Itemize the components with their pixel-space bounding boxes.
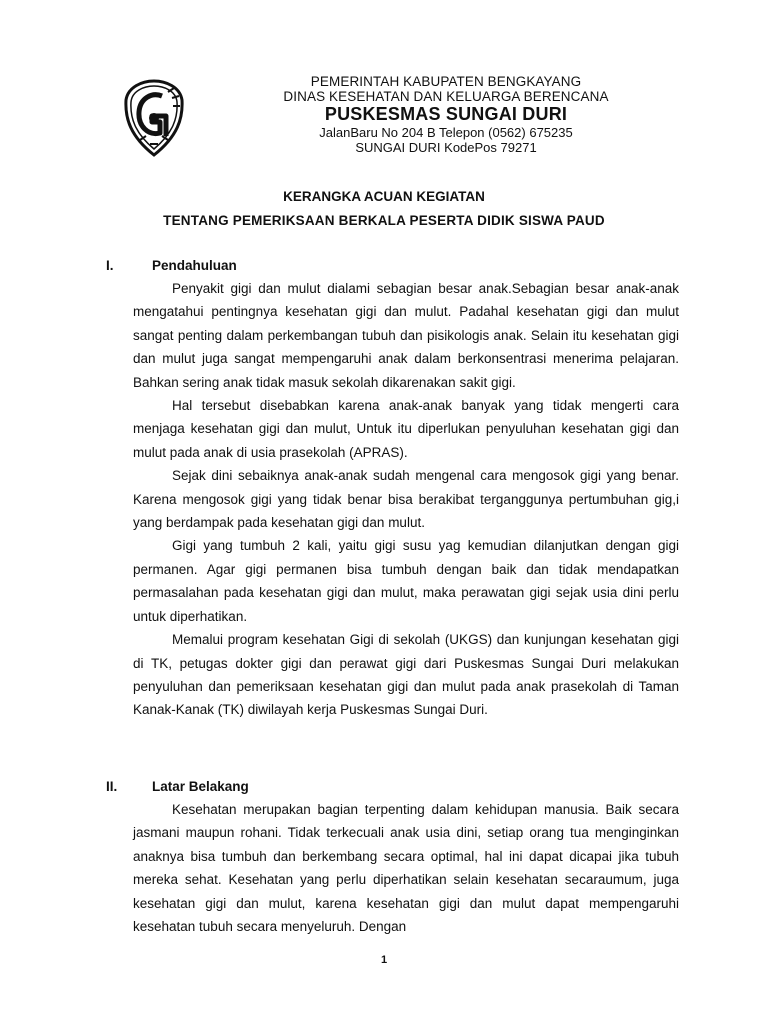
paragraph: Memalui program kesehatan Gigi di sekolah (UKGS) dan kunjungan kesehatan gigi di TK, petugas dokter gigi dan perawat gigi dari Puskesmas Sungai Duri melakukan penyuluhan dan pemeriksaan kesehatan gigi dan mulut pada anak prasekolah di Taman Kanak-Kanak (TK) diwilayah kerja Puskesmas Sungai Duri. <box>133 632 679 718</box>
district-emblem-logo <box>122 78 186 158</box>
section-number: II. <box>106 779 118 794</box>
section-body <box>133 277 679 722</box>
section-heading: Latar Belakang <box>152 779 249 794</box>
paragraph: Sejak dini sebaiknya anak-anak sudah mengenal cara mengosok gigi yang benar. Karena mengosok gigi yang tidak benar bisa berakibat terganggunya pertumbuhan gig,i yang berdampak pada kesehatan gigi dan mulut. <box>133 468 679 531</box>
section-number: I. <box>106 258 114 273</box>
document-subtitle: TENTANG PEMERIKSAAN BERKALA PESERTA DIDIK SISWA PAUD <box>163 213 605 228</box>
paragraph: Gigi yang tumbuh 2 kali, yaitu gigi susu yag kemudian dilanjutkan dengan gigi permanen. Agar gigi permanen bisa tumbuh dengan baik dan tidak mendapatkan permasalahan pada kesehatan gigi dan mulut, maka perawatan gigi sejak usia dini perlu untuk diperhatikan. <box>133 538 679 624</box>
letterhead-postal: SUNGAI DURI KodePos 79271 <box>355 140 537 155</box>
paragraph: Hal tersebut disebabkan karena anak-anak banyak yang tidak mengerti cara menjaga kesehatan gigi dan mulut, Untuk itu diperlukan penyuluhan kesehatan gigi dan mulut pada anak di usia prasekolah (APRAS). <box>133 398 679 460</box>
paragraph: Penyakit gigi dan mulut dialami sebagian besar anak.Sebagian besar anak-anak mengatahui pentingnya kesehatan gigi dan mulut. Padahal kesehatan gigi dan mulut sangat penting dalam perkembangan tubuh dan pisikologis anak. Selain itu kesehatan gigi dan mulut juga sangat mempengaruhi anak dalam berkonsentrasi menerima pelajaran. Bahkan sering anak tidak masuk sekolah dikarenakan sakit gigi. <box>133 281 679 390</box>
page-number: 1 <box>380 954 388 966</box>
section-heading: Pendahuluan <box>152 258 237 273</box>
letterhead-institution: PUSKESMAS SUNGAI DURI <box>324 104 568 124</box>
letterhead-address: JalanBaru No 204 B Telepon (0562) 675235 <box>319 125 573 140</box>
section-body <box>133 798 679 938</box>
document-title: KERANGKA ACUAN KEGIATAN <box>283 189 485 204</box>
letterhead <box>276 74 616 155</box>
letterhead-department: DINAS KESEHATAN DAN KELUARGA BERENCANA <box>283 89 609 104</box>
letterhead-government: PEMERINTAH KABUPATEN BENGKAYANG <box>310 74 582 89</box>
paragraph: Kesehatan merupakan bagian terpenting dalam kehidupan manusia. Baik secara jasmani maupun rohani. Tidak terkecuali anak usia dini, setiap orang tua menginginkan anaknya bisa tumbuh dan berkembang secara optimal, hal ini dapat dicapai jika tubuh mereka sehat. Kesehatan yang perlu diperhatikan selain kesehatan secaraumum, juga kesehatan gigi dan mulut, karena kesehatan gigi dan mulut dapat mempengaruhi kesehatan tubuh secara menyeluruh. Dengan <box>133 802 679 935</box>
